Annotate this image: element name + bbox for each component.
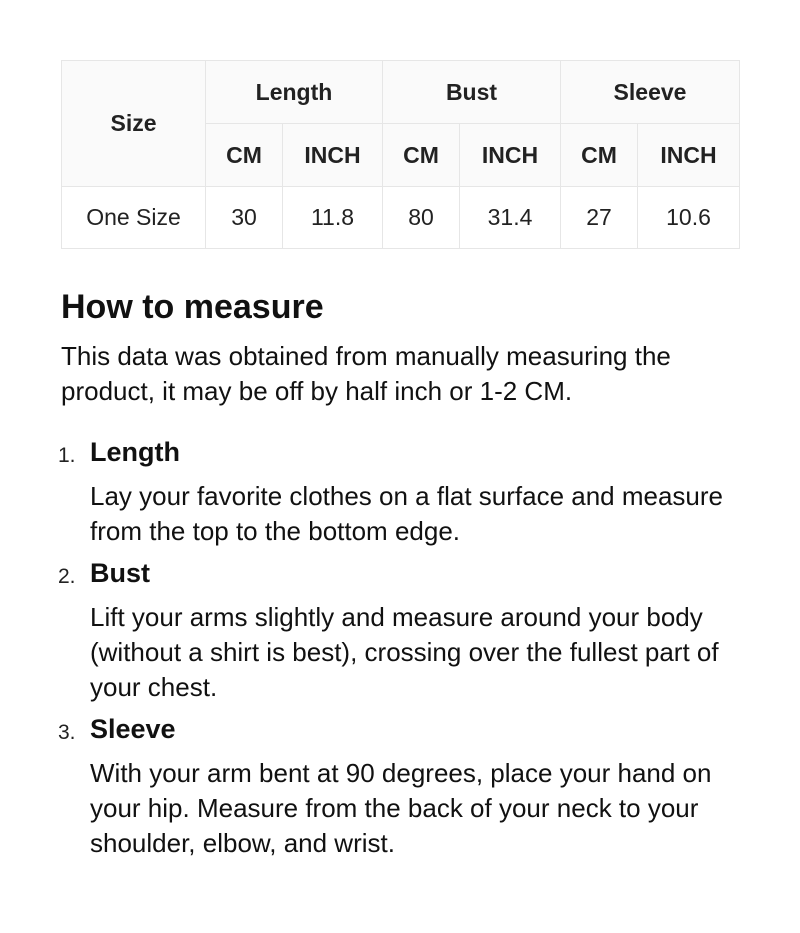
step-number: 2.	[58, 565, 76, 588]
measurement-intro: This data was obtained from manually measuring the product, it may be off by half inch or 1-2 CM.	[61, 341, 671, 406]
size-column-header: Size	[62, 61, 206, 187]
bust-inch-cell: 31.4	[460, 187, 561, 249]
bust-inch-header: INCH	[460, 124, 561, 187]
step-number: 3.	[58, 721, 76, 744]
step-text-sleeve: With your arm bent at 90 degrees, place your hand on your hip. Measure from the back of your neck to your shoulder, elbow, and wrist.	[90, 758, 712, 858]
step-text-length: Lay your favorite clothes on a flat surface and measure from the top to the bottom edge.	[90, 481, 724, 546]
sleeve-cm-header: CM	[561, 124, 638, 187]
length-group-header: Length	[206, 61, 383, 124]
length-cm-header: CM	[206, 124, 283, 187]
length-inch-header: INCH	[283, 124, 383, 187]
measurement-steps-list	[58, 435, 739, 861]
sleeve-cm-cell: 27	[561, 187, 638, 249]
how-to-measure-heading: How to measure	[61, 288, 324, 326]
list-item	[58, 435, 739, 549]
sleeve-group-header: Sleeve	[561, 61, 740, 124]
step-number: 1.	[58, 444, 76, 467]
step-text-bust: Lift your arms slightly and measure around your body (without a shirt is best), crossing over the fullest part of your chest.	[90, 602, 719, 702]
step-title-sleeve: Sleeve	[90, 714, 176, 744]
bust-group-header: Bust	[383, 61, 561, 124]
length-cm-cell: 30	[206, 187, 283, 249]
table-header-row	[62, 61, 740, 124]
list-item	[58, 712, 739, 861]
list-item	[58, 556, 739, 705]
size-cell: One Size	[62, 187, 206, 249]
sleeve-inch-header: INCH	[638, 124, 740, 187]
step-title-bust: Bust	[90, 558, 150, 588]
table-row	[62, 187, 740, 249]
length-inch-cell: 11.8	[283, 187, 383, 249]
bust-cm-header: CM	[383, 124, 460, 187]
bust-cm-cell: 80	[383, 187, 460, 249]
size-guide	[58, 60, 739, 861]
sleeve-inch-cell: 10.6	[638, 187, 740, 249]
size-chart-table	[61, 60, 740, 249]
step-title-length: Length	[90, 437, 180, 467]
